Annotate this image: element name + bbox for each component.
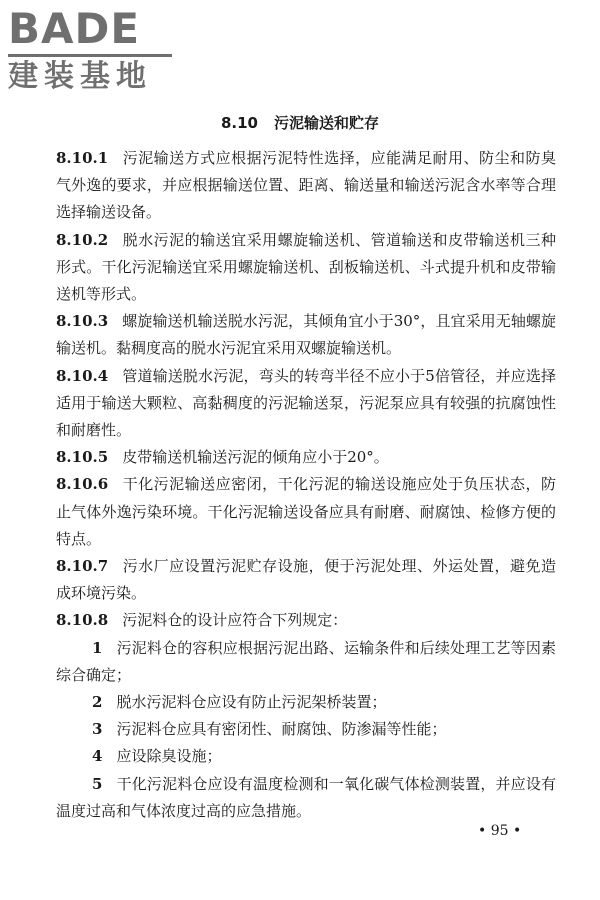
clause-number: 8.10.5 — [56, 448, 109, 467]
logo-chinese-text: 建装基地 — [8, 59, 152, 94]
item-number: 5 — [92, 774, 103, 793]
clause-text: 干化污泥输送应密闭，干化污泥的输送设施应处于负压状态，防止气体外逸污染环境。干化污泥输送设备应具有耐磨、耐腐蚀、检修方便的特点。 — [56, 475, 556, 548]
clause-text: 脱水污泥的输送宜采用螺旋输送机、管道输送和皮带输送机三种形式。干化污泥输送宜采用螺旋输送机、刮板输送机、斗式提升机和皮带输送机等形式。 — [56, 230, 556, 304]
clause — [56, 227, 556, 309]
page-number: • 95 • — [478, 823, 522, 839]
item-number: 3 — [92, 720, 103, 739]
item-text: 脱水污泥料仓应设有防止污泥架桥装置； — [116, 693, 387, 712]
clause-number: 8.10.6 — [56, 475, 109, 494]
clause-text: 污水厂应设置污泥贮存设施，便于污泥处理、外运处置，避免造成环境污染。 — [56, 557, 556, 603]
clause-text: 管道输送脱水污泥，弯头的转弯半径不应小于5倍管径，并应选择适用于输送大颗粒、高黏稠度的污泥输送泵，污泥泵应具有较强的抗腐蚀性和耐磨性。 — [56, 366, 556, 440]
list-item — [56, 689, 556, 716]
clause — [56, 363, 556, 445]
document-body — [56, 145, 556, 825]
section-title: 污泥输送和贮存 — [274, 114, 380, 132]
clause-number: 8.10.3 — [56, 312, 109, 331]
clause-text: 污泥输送方式应根据污泥特性选择，应能满足耐用、防尘和防臭气外逸的要求，并应根据输送位置、距离、输送量和输送污泥含水率等合理选择输送设备。 — [56, 149, 556, 222]
section-heading — [0, 113, 600, 133]
clause — [56, 553, 556, 607]
clause-number: 8.10.2 — [56, 230, 109, 249]
bade-logo — [8, 6, 180, 94]
list-item — [56, 635, 556, 689]
clause — [56, 145, 556, 227]
clause-number: 8.10.4 — [56, 366, 109, 385]
logo-latin-text: BADE — [8, 4, 141, 53]
item-text: 干化污泥料仓应设有温度检测和一氧化碳气体检测装置，并应设有温度过高和气体浓度过高的应急措施。 — [56, 774, 556, 820]
clause — [56, 308, 556, 362]
clause-number: 8.10.1 — [56, 149, 109, 167]
list-item — [56, 743, 556, 770]
clause-text: 螺旋输送机输送脱水污泥，其倾角宜小于30°，且宜采用无轴螺旋输送机。黏稠度高的脱水污泥宜采用双螺旋输送机。 — [56, 312, 556, 358]
section-number: 8.10 — [220, 114, 258, 132]
clause-number: 8.10.8 — [56, 611, 109, 630]
logo-divider — [8, 54, 172, 57]
item-text: 应设除臭设施； — [116, 747, 222, 766]
clause — [56, 444, 556, 471]
clause-text: 污泥料仓的设计应符合下列规定： — [122, 611, 348, 630]
item-number: 4 — [92, 747, 103, 766]
clause-number: 8.10.7 — [56, 557, 109, 576]
clause — [56, 607, 556, 634]
clause-text: 皮带输送机输送污泥的倾角应小于20°。 — [122, 448, 389, 467]
list-item — [56, 771, 556, 825]
clause — [56, 471, 556, 553]
list-item — [56, 716, 556, 743]
item-text: 污泥料仓应具有密闭性、耐腐蚀、防渗漏等性能； — [116, 720, 447, 739]
item-number: 2 — [92, 693, 103, 712]
item-number: 1 — [92, 638, 103, 657]
item-text: 污泥料仓的容积应根据污泥出路、运输条件和后续处理工艺等因素综合确定； — [56, 638, 556, 684]
